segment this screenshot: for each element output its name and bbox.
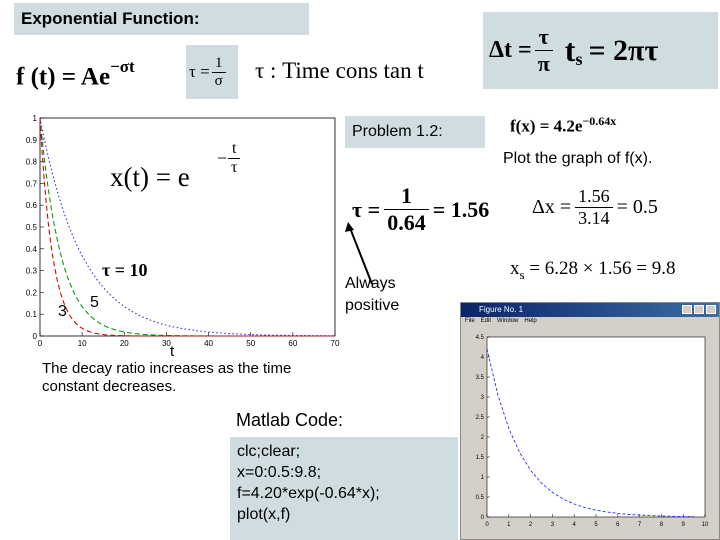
dx-formula bbox=[532, 186, 658, 229]
x-tick-label: 1 bbox=[507, 522, 511, 528]
decay-equation bbox=[110, 140, 238, 193]
xs-subscript: s bbox=[519, 266, 525, 282]
y-tick-label: 0.1 bbox=[25, 310, 37, 320]
y-tick-label: 2 bbox=[480, 435, 484, 441]
decay-chart-series bbox=[40, 118, 335, 336]
tau-definition bbox=[186, 45, 238, 99]
y-tick-label: 1.5 bbox=[475, 455, 484, 461]
x-tick-label: 9 bbox=[681, 522, 685, 528]
x-tick-label: 6 bbox=[616, 522, 620, 528]
y-tick-label: 3.5 bbox=[475, 375, 484, 381]
decay-exponent-den: τ bbox=[228, 158, 240, 177]
tau-def-den: σ bbox=[212, 72, 226, 90]
code-line: x=0:0.5:9.8; bbox=[237, 464, 322, 481]
dt-den: π bbox=[535, 50, 553, 77]
tau-3-annotation: 3 bbox=[58, 303, 67, 320]
x-tick-label: 2 bbox=[528, 522, 533, 528]
menu-item-help[interactable]: Help bbox=[524, 318, 537, 324]
y-tick-label: 0 bbox=[480, 515, 484, 521]
formula-exponent: −σt bbox=[110, 57, 135, 76]
fx-exponent: −0.64x bbox=[582, 114, 617, 128]
x-tick-label: 5 bbox=[594, 522, 598, 528]
dx-den: 3.14 bbox=[575, 207, 613, 229]
matlab-plot-area bbox=[487, 337, 705, 517]
relations-box bbox=[483, 12, 718, 89]
y-tick-label: 0.5 bbox=[475, 495, 484, 501]
fx-lhs: f(x) = 4.2e bbox=[510, 116, 583, 136]
ts-subscript: s bbox=[575, 49, 583, 69]
x-tick-label: 4 bbox=[572, 522, 576, 528]
decay-exponent-sign: − bbox=[217, 148, 228, 168]
matlab-code-lines bbox=[237, 441, 451, 525]
dx-num: 1.56 bbox=[578, 186, 610, 206]
y-tick-label: 0.5 bbox=[25, 223, 37, 232]
close-button[interactable] bbox=[706, 305, 716, 314]
minimize-button[interactable] bbox=[682, 305, 692, 314]
series-line-tau-5 bbox=[40, 118, 335, 336]
decay-chart-axes bbox=[26, 114, 340, 348]
x-tick-label: 30 bbox=[161, 339, 171, 348]
x-tick-label: 20 bbox=[119, 339, 129, 348]
xs-rhs: = 6.28 × 1.56 = 9.8 bbox=[529, 258, 676, 279]
xs-formula bbox=[510, 258, 675, 283]
y-tick-label: 2.5 bbox=[475, 415, 484, 421]
always-positive-line2: positive bbox=[345, 297, 400, 314]
y-tick-label: 0.9 bbox=[25, 135, 37, 145]
decay-equation-lhs: x(t) = e bbox=[110, 162, 190, 192]
code-line: clc;clear; bbox=[237, 443, 301, 460]
matlab-code-box bbox=[230, 437, 458, 540]
x-tick-label: 8 bbox=[659, 522, 664, 528]
page-title: Exponential Function: bbox=[14, 3, 309, 35]
decay-chart-frame bbox=[40, 118, 335, 336]
x-tick-label: 10 bbox=[701, 522, 709, 528]
dx-lhs: Δx = bbox=[532, 196, 572, 218]
matlab-code-label: Matlab Code: bbox=[236, 410, 344, 430]
y-tick-label: 0.3 bbox=[25, 266, 37, 276]
y-tick-label: 0.6 bbox=[25, 201, 37, 211]
ts-rhs: = 2πτ bbox=[588, 33, 659, 67]
time-constant-label: τ : Time cons tan t bbox=[255, 58, 424, 83]
y-tick-label: 0 bbox=[32, 332, 37, 341]
tau-value-num: 1 bbox=[400, 183, 412, 208]
y-tick-label: 0.8 bbox=[25, 157, 37, 167]
formula-lhs: f (t) = Ae bbox=[16, 63, 111, 91]
x-tick-label: 0 bbox=[37, 339, 43, 348]
code-line: f=4.20*exp(-0.64*x); bbox=[237, 485, 380, 502]
menu-item-file[interactable]: File bbox=[465, 318, 475, 324]
maximize-button[interactable] bbox=[694, 305, 704, 314]
x-tick-label: 3 bbox=[550, 522, 555, 528]
plot-instruction: Plot the graph of f(x). bbox=[503, 150, 653, 167]
y-tick-label: 4.5 bbox=[475, 335, 484, 341]
xs-symbol: x bbox=[510, 258, 520, 279]
x-tick-label: 40 bbox=[204, 339, 214, 348]
x-tick-label: 50 bbox=[246, 339, 256, 348]
tau-def-num: 1 bbox=[214, 54, 223, 71]
x-tick-label: 60 bbox=[288, 339, 298, 348]
ts-symbol: t bbox=[564, 32, 576, 68]
menu-item-edit[interactable]: Edit bbox=[480, 318, 492, 324]
matlab-plot bbox=[465, 329, 715, 537]
dt-num: τ bbox=[538, 24, 549, 49]
dt-lhs: Δt = bbox=[489, 37, 532, 63]
exponential-formula bbox=[16, 57, 135, 91]
y-tick-label: 3 bbox=[480, 395, 484, 401]
x-tick-label: 70 bbox=[330, 339, 340, 348]
tau-def-lhs: τ = bbox=[189, 62, 210, 81]
matlab-figure-window bbox=[460, 302, 720, 540]
always-positive-line1: Always bbox=[345, 275, 396, 292]
decay-exponent-num: t bbox=[231, 140, 237, 157]
y-tick-label: 1 bbox=[480, 475, 484, 481]
y-tick-label: 0.7 bbox=[25, 179, 37, 189]
x-tick-label: 7 bbox=[637, 522, 642, 528]
y-tick-label: 1 bbox=[32, 114, 37, 123]
tau-value-den: 0.64 bbox=[384, 209, 429, 236]
y-tick-label: 4 bbox=[480, 355, 484, 361]
x-tick-label: 0 bbox=[485, 522, 489, 528]
decay-chart-xlabel: t bbox=[170, 343, 175, 360]
tau-10-annotation: τ = 10 bbox=[102, 260, 148, 280]
y-tick-label: 0.4 bbox=[25, 244, 37, 254]
y-tick-label: 0.2 bbox=[25, 288, 37, 298]
code-line: plot(x,f) bbox=[237, 506, 291, 523]
tau-value-rhs: = 1.56 bbox=[432, 196, 490, 222]
series-line-tau-10 bbox=[40, 118, 335, 336]
menu-item-window[interactable]: Window bbox=[497, 318, 519, 324]
window-controls bbox=[682, 305, 716, 314]
problem-label: Problem 1.2: bbox=[345, 116, 485, 148]
decay-chart bbox=[20, 108, 350, 358]
always-positive-note bbox=[345, 273, 399, 317]
x-tick-label: 10 bbox=[77, 339, 87, 348]
figure-window-title: Figure No. 1 bbox=[461, 303, 719, 317]
decay-ratio-note: The decay ratio increases as the time constant decreases. bbox=[42, 360, 292, 395]
fx-formula bbox=[510, 114, 616, 137]
dx-rhs: = 0.5 bbox=[616, 196, 658, 218]
tau-value-lhs: τ = bbox=[352, 196, 381, 222]
tau-5-annotation: 5 bbox=[90, 294, 99, 311]
figure-menu-bar bbox=[465, 318, 543, 324]
series-line-tau-3 bbox=[40, 118, 335, 336]
